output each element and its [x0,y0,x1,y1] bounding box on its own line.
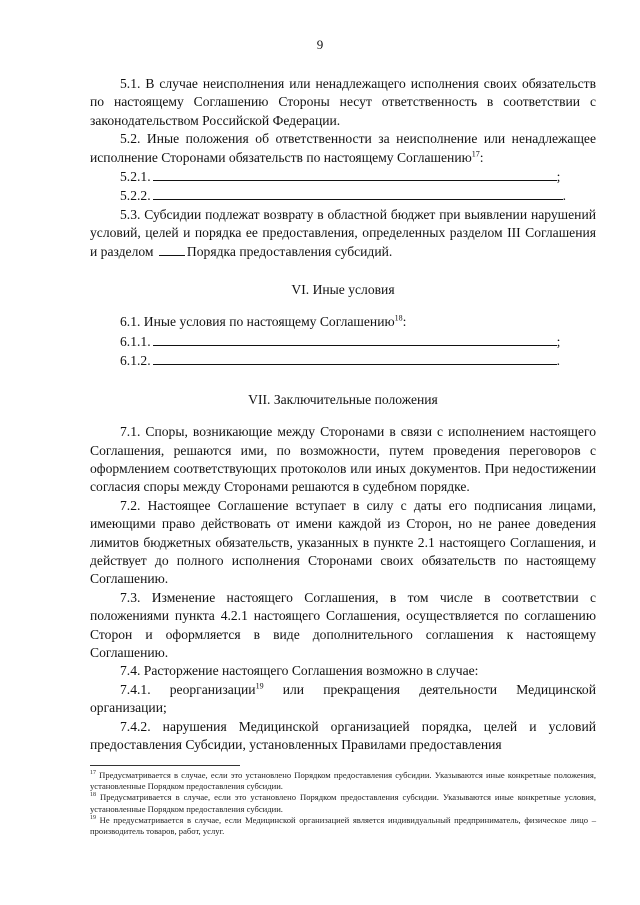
clause-6-1-1: 6.1.1. ; [120,333,561,349]
section-6-title: VI. Иные условия [291,282,395,298]
clause-6-1-2: 6.1.2. . [120,353,560,369]
clause-5-2: 5.2. Иные положения об ответственности за неисполнение или ненадлежащее исполнение Сторонами обязательств по настоящему Соглашению$^{17}$: [90,131,596,165]
footnote-ref-17: 17 [471,149,480,159]
footnote-divider [90,765,240,766]
footnote-ref-19: 19 [255,681,264,691]
footnotes [90,765,596,837]
clause-5-2-2: 5.2.2. . [120,188,566,204]
clause-5-2-1: 5.2.1. ; [120,169,561,185]
document-body [90,75,596,754]
clause-7-3: 7.3. Изменение настоящего Соглашения, в том числе в соответствии с положениями пункта 4.2.1 настоящего Соглашения, осуществляется по соглашению Сторон и оформляется в виде дополнительного соглашения к настоящему Соглашению. [90,589,596,660]
footnote-19: $^{19}$ Не предусматривается в случае, если Медицинской организацией является индивидуальный предприниматель, физическое лицо – производитель товаров, работ, услуг. [90,814,596,837]
clause-7-4: 7.4. Расторжение настоящего Соглашения возможно в случае: [120,663,479,679]
footnote-18: $^{18}$ Предусматривается в случае, если это установлено Порядком предоставления субсидии. Указываются иные конкретные условия, установленные Порядком предоставления субсидии. [90,792,596,814]
clause-5-1: 5.1. В случае неисполнения или ненадлежащего исполнения своих обязательств по настоящему Соглашению Стороны несут ответственность в соответствии с законодательством Российской Федерации. [90,76,596,128]
section-7-title: VII. Заключительные положения [248,391,438,407]
fill-in-blank [153,332,557,346]
page-number: 9 [316,37,324,52]
footnote-ref-18: 18 [394,313,403,323]
clause-6-1: 6.1. Иные условия по настоящему Соглашению$^{18}$: [120,313,407,330]
fill-in-blank [159,243,185,256]
footnote-17: $^{17}$ Предусматривается в случае, если это установлено Порядком предоставления субсидии. Указываются иные конкретные положения, установленные Порядком предоставления субсидии. [90,770,597,792]
fill-in-blank [153,351,557,365]
clause-7-4-2: 7.4.2. нарушения Медицинской организацией порядка, целей и условий предоставления Субсидии, установленных Правилами предоставления [90,718,596,752]
clause-7-4-1: 7.4.1. реорганизации$^{19}$ или прекращения деятельности Медицинской организации; [90,681,596,716]
clause-7-1: 7.1. Споры, возникающие между Сторонами в связи с исполнением настоящего Соглашения, решаются ими, по возможности, путем проведения переговоров с оформлением соответствующих протоколов или иных документов. При недостижении согласия споры между Сторонами решаются в судебном порядке. [90,424,596,495]
fill-in-blank [153,167,557,181]
clause-7-2: 7.2. Настоящее Соглашение вступает в силу с даты его подписания лицами, имеющими право действовать от имени каждой из Сторон, но не ранее доведения лимитов бюджетных обязательств, указанных в пункте 2.1 настоящего Соглашения, и действует до полного исполнения Сторонами своих обязательств по настоящему Соглашению. [90,497,596,587]
clause-5-3: 5.3. Субсидии подлежат возврату в областной бюджет при выявлении нарушений условий, целей и порядка ее предоставления, определенных разделом III Соглашения и разделом Порядка предоставления субсидий. [90,206,596,259]
fill-in-blank [153,186,563,200]
